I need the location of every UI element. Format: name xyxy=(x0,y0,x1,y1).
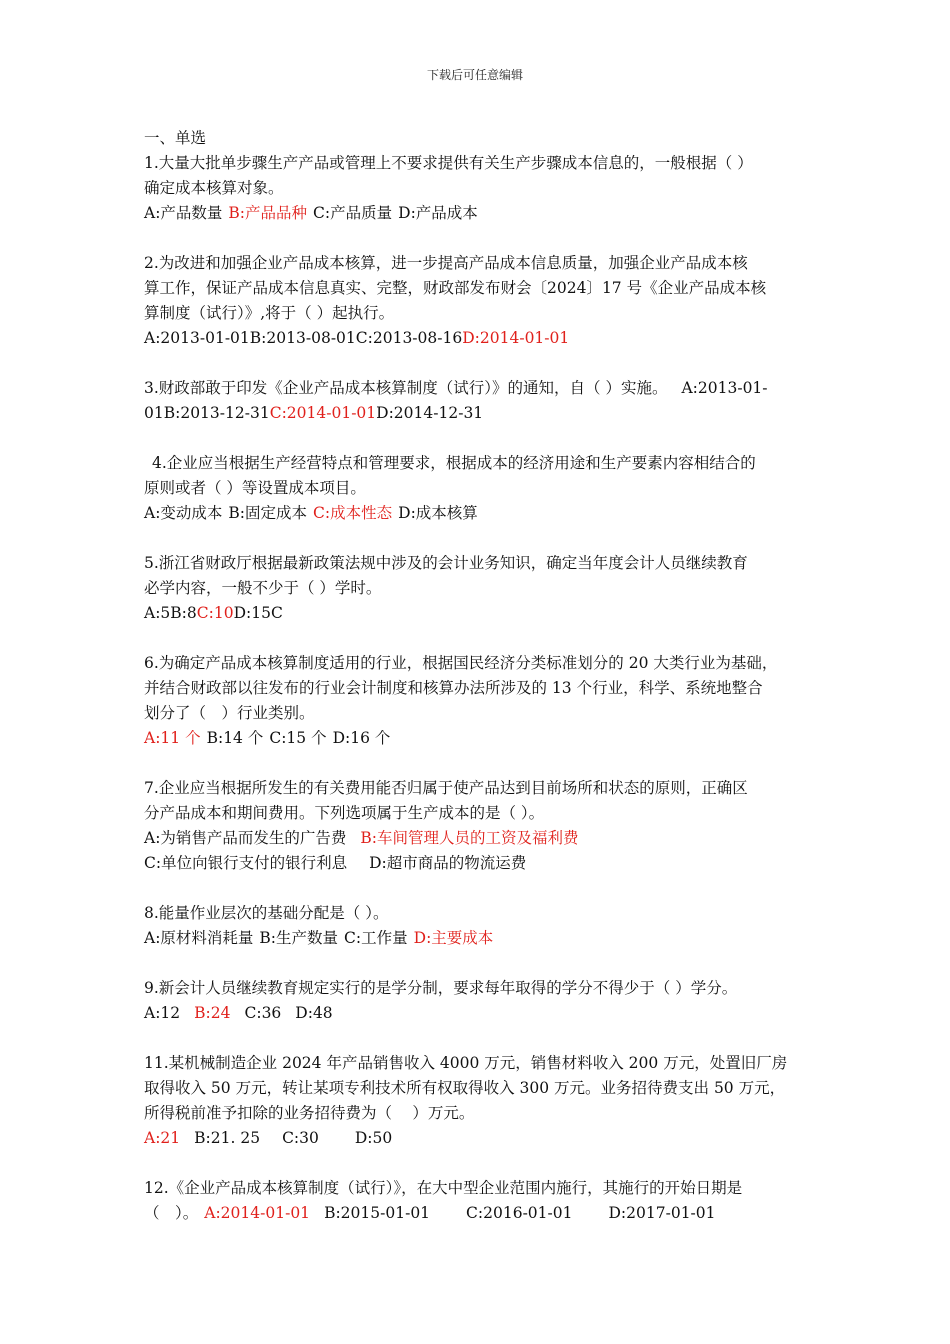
option-d: D:15C xyxy=(233,604,283,622)
question-text: 6.为确定产品成本核算制度适用的行业，根据国民经济分类标准划分的 20 大类行业为基础， xyxy=(144,654,778,672)
option-d-correct: D:2014-01-01 xyxy=(462,329,570,347)
option-c: C:36 xyxy=(244,1004,282,1022)
option-d: D:50 xyxy=(354,1129,393,1147)
option-c: C:2016-01-01 xyxy=(466,1204,573,1222)
option-a: A:12 xyxy=(144,1004,181,1022)
page-header: 下载后可任意编辑 xyxy=(426,68,523,82)
option-d: D:2014-12-31 xyxy=(376,404,484,422)
option-a-correct: A:21 xyxy=(144,1129,181,1147)
section-title: 一、单选 xyxy=(144,129,207,147)
question-8 xyxy=(144,901,814,951)
options-row xyxy=(144,926,814,951)
options-row xyxy=(144,201,814,226)
options-row xyxy=(144,501,814,526)
option-d: D:48 xyxy=(295,1004,333,1022)
option-d-correct: D:主要成本 xyxy=(413,929,494,947)
option-d: D:产品成本 xyxy=(398,204,478,222)
question-text: 3.财政部敢于印发《企业产品成本核算制度（试行）》的通知，自（ ）实施。 xyxy=(144,379,668,397)
option-c: C:产品质量 xyxy=(313,204,393,222)
question-text: 5.浙江省财政厅根据最新政策法规中涉及的会计业务知识，确定当年度会计人员继续教育 xyxy=(144,554,748,572)
option-b: B:8 xyxy=(170,604,197,622)
option-d: D:2017-01-01 xyxy=(608,1204,716,1222)
options-row xyxy=(144,401,814,426)
option-d: D:超市商品的物流运费 xyxy=(369,854,527,872)
question-11 xyxy=(144,1051,814,1151)
options-row xyxy=(144,1001,814,1026)
question-text: 划分了（ ）行业类别。 xyxy=(144,704,315,722)
option-c-correct: C:成本性态 xyxy=(313,504,393,522)
question-text: 12.《企业产品成本核算制度（试行）》，在大中型企业范围内施行，其施行的开始日期是 xyxy=(144,1179,743,1197)
question-3 xyxy=(144,376,814,426)
option-c: C:30 xyxy=(282,1129,319,1147)
question-text: 算工作，保证产品成本信息真实、完整，财政部发布财会〔2024〕17 号《企业产品成本核 xyxy=(144,279,767,297)
question-text: 所得税前准予扣除的业务招待费为（ ）万元。 xyxy=(144,1104,475,1122)
question-9 xyxy=(144,976,814,1026)
question-6 xyxy=(144,651,814,751)
option-b-correct: B:24 xyxy=(194,1004,231,1022)
question-text: 11.某机械制造企业 2024 年产品销售收入 4000 万元，销售材料收入 200 万元，处置旧厂房 xyxy=(144,1054,788,1072)
option-b: B:固定成本 xyxy=(228,504,308,522)
option-a: A:为销售产品而发生的广告费 xyxy=(144,829,347,847)
question-4 xyxy=(144,451,814,526)
option-d: D:成本核算 xyxy=(398,504,478,522)
option-b: B:2015-01-01 xyxy=(324,1204,431,1222)
question-text: 2.为改进和加强企业产品成本核算，进一步提高产品成本信息质量，加强企业产品成本核 xyxy=(144,254,748,272)
option-a: A:变动成本 xyxy=(144,504,223,522)
question-7 xyxy=(144,776,814,876)
option-c: C:2013-08-16 xyxy=(355,329,463,347)
question-2 xyxy=(144,251,814,351)
option-a: A:产品数量 xyxy=(144,204,223,222)
question-text: 原则或者（ ）等设置成本项目。 xyxy=(144,479,366,497)
option-b: B:14 个 xyxy=(206,729,264,747)
option-c: C:工作量 xyxy=(344,929,408,947)
option-b-correct: B:车间管理人员的工资及福利费 xyxy=(360,829,579,847)
option-a-correct: A:11 个 xyxy=(144,729,201,747)
options-row xyxy=(144,726,814,751)
question-text: 4.企业应当根据生产经营特点和管理要求，根据成本的经济用途和生产要素内容相结合的 xyxy=(152,454,756,472)
option-b: 01B:2013-12-31 xyxy=(144,404,270,422)
question-text: 算制度（试行）》,将于（ ）起执行。 xyxy=(144,304,395,322)
option-a-correct: A:2014-01-01 xyxy=(204,1204,311,1222)
option-c: C:单位向银行支付的银行利息 xyxy=(144,854,348,872)
question-5 xyxy=(144,551,814,626)
question-text: （ ）。 xyxy=(144,1204,199,1222)
option-c-correct: C:2014-01-01 xyxy=(269,404,377,422)
question-text: 8.能量作业层次的基础分配是（ ）。 xyxy=(144,904,389,922)
options-row xyxy=(144,601,814,626)
question-text: 分产品成本和期间费用。下列选项属于生产成本的是（ ）。 xyxy=(144,804,545,822)
options-row xyxy=(144,826,814,851)
question-text: 取得收入 50 万元，转让某项专利技术所有权取得收入 300 万元。业务招待费支出 50 万元， xyxy=(144,1079,786,1097)
option-c: C:15 个 xyxy=(269,729,327,747)
option-d: D:16 个 xyxy=(332,729,391,747)
option-b: B:21. 25 xyxy=(194,1129,261,1147)
options-row xyxy=(144,1126,814,1151)
option-b: B:生产数量 xyxy=(259,929,339,947)
option-b: B:2013-08-01 xyxy=(249,329,356,347)
options-row xyxy=(144,851,814,876)
option-b-correct: B:产品品种 xyxy=(228,204,308,222)
question-text: 确定成本核算对象。 xyxy=(144,179,284,197)
question-1 xyxy=(144,151,814,226)
option-a: A:5 xyxy=(144,604,171,622)
option-a: A:2013-01- xyxy=(681,379,768,397)
question-text: 7.企业应当根据所发生的有关费用能否归属于使产品达到目前场所和状态的原则，正确区 xyxy=(144,779,748,797)
question-text: 并结合财政部以往发布的行业会计制度和核算办法所涉及的 13 个行业，科学、系统地整合 xyxy=(144,679,763,697)
document-body xyxy=(144,126,814,1226)
question-text: 1.大量大批单步骤生产产品或管理上不要求提供有关生产步骤成本信息的，一般根据（ ） xyxy=(144,154,753,172)
option-c-correct: C:10 xyxy=(196,604,234,622)
question-12 xyxy=(144,1176,814,1226)
option-a: A:2013-01-01 xyxy=(144,329,250,347)
options-row xyxy=(144,326,814,351)
option-a: A:原材料消耗量 xyxy=(144,929,254,947)
question-text: 9.新会计人员继续教育规定实行的是学分制，要求每年取得的学分不得少于（ ）学分。 xyxy=(144,979,738,997)
question-text: 必学内容，一般不少于（ ）学时。 xyxy=(144,579,382,597)
